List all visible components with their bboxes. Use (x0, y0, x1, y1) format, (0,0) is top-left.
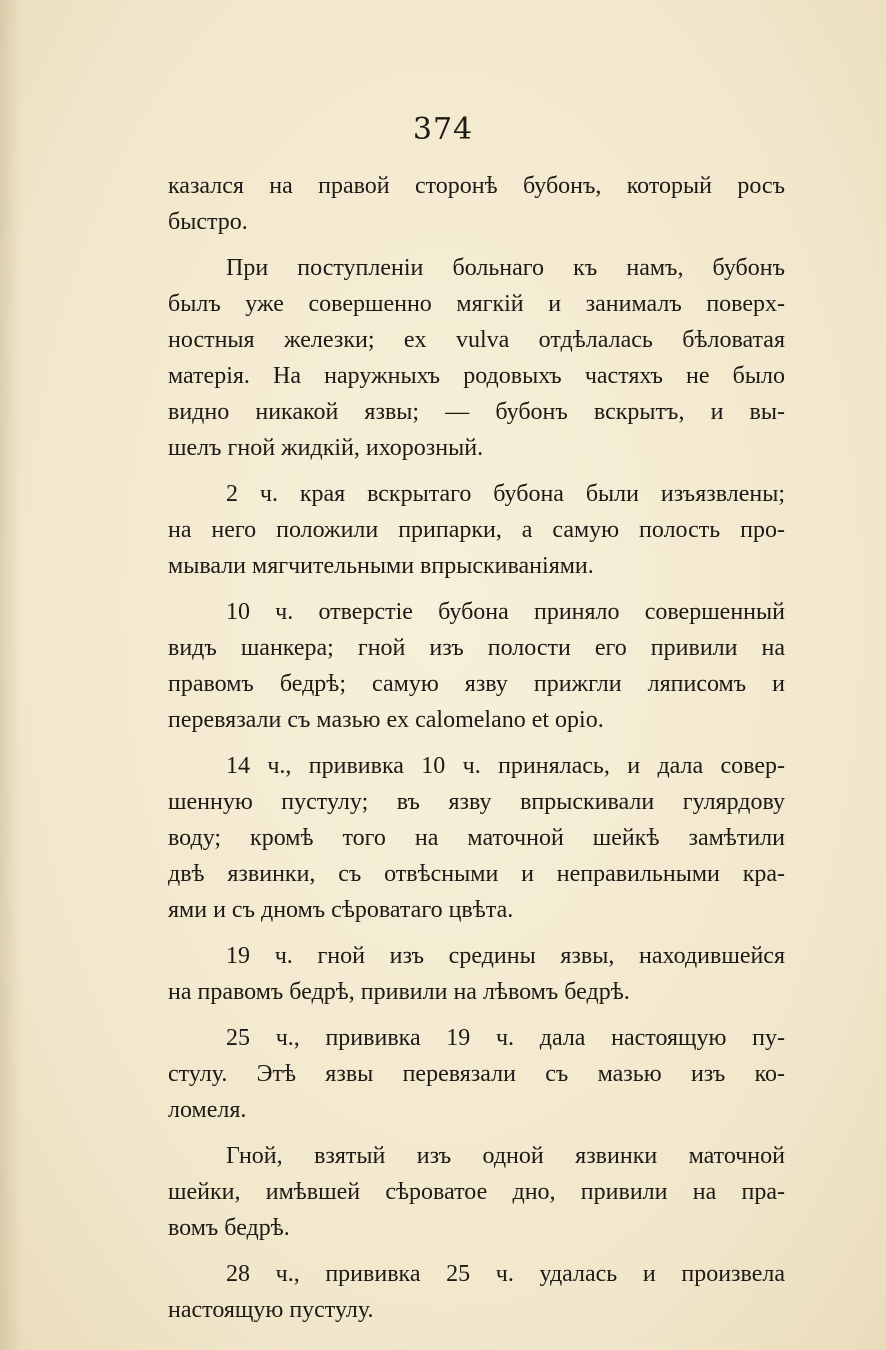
text-line: перевязали съ мазью ex calomelano et opio. (168, 707, 604, 733)
paragraph (168, 1256, 785, 1328)
text-line: шенную пустулу; въ язву впрыскивали гулярдову (168, 789, 785, 815)
text-line: видъ шанкера; гной изъ полости его привили на (168, 635, 785, 661)
page-edge-shadow (0, 0, 22, 1350)
text-line: казался на правой сторонѣ бубонъ, который росъ (168, 173, 785, 199)
text-line: шелъ гной жидкій, ихорозный. (168, 435, 484, 461)
paragraph (168, 250, 785, 466)
text-line: 25 ч., прививка 19 ч. дала настоящую пу- (226, 1025, 785, 1051)
page-number: 374 (412, 112, 474, 147)
text-line: вомъ бедрѣ. (168, 1215, 290, 1241)
text-line: настоящую пустулу. (168, 1297, 374, 1323)
text-line: ломеля. (168, 1097, 247, 1123)
text-line: шейки, имѣвшей сѣроватое дно, привили на пра- (168, 1179, 785, 1205)
text-line: ями и съ дномъ сѣроватаго цвѣта. (168, 897, 514, 923)
text-line: Гной, взятый изъ одной язвинки маточной (226, 1143, 785, 1169)
paragraph (168, 1138, 785, 1246)
text-line: правомъ бедрѣ; самую язву прижгли ляписомъ и (168, 671, 785, 697)
paragraph (168, 594, 785, 738)
text-line: быстро. (168, 209, 248, 235)
paragraph (168, 476, 785, 584)
text-line: на него положили припарки, а самую полость про- (168, 517, 785, 543)
paragraph (168, 748, 785, 928)
paragraph (168, 938, 785, 1010)
text-line: видно никакой язвы; — бубонъ вскрытъ, и вы- (168, 399, 785, 425)
text-line: стулу. Этѣ язвы перевязали съ мазью изъ ко- (168, 1061, 785, 1087)
page-body (168, 168, 785, 1338)
text-line: на правомъ бедрѣ, привили на лѣвомъ бедрѣ. (168, 979, 630, 1005)
text-line: 10 ч. отверстіе бубона приняло совершенный (226, 599, 785, 625)
text-line: 19 ч. гной изъ средины язвы, находившейся (226, 943, 785, 969)
text-line: При поступленіи больнаго къ намъ, бубонъ (226, 255, 785, 281)
text-line: былъ уже совершенно мягкій и занималъ поверх- (168, 291, 785, 317)
text-line: двѣ язвинки, съ отвѣсными и неправильными кра- (168, 861, 785, 887)
paragraph (168, 1020, 785, 1128)
text-line: 14 ч., прививка 10 ч. принялась, и дала совер- (226, 753, 785, 779)
paragraph (168, 168, 785, 240)
text-line: мывали мягчительными впрыскиваніями. (168, 553, 594, 579)
text-line: 28 ч., прививка 25 ч. удалась и произвела (226, 1261, 785, 1287)
text-line: матерія. На наружныхъ родовыхъ частяхъ не было (168, 363, 785, 389)
text-line: воду; кромѣ того на маточной шейкѣ замѣтили (168, 825, 785, 851)
text-line: ностныя железки; ex vulva отдѣлалась бѣловатая (168, 327, 785, 353)
text-line: 2 ч. края вскрытаго бубона были изъязвлены; (226, 481, 785, 507)
